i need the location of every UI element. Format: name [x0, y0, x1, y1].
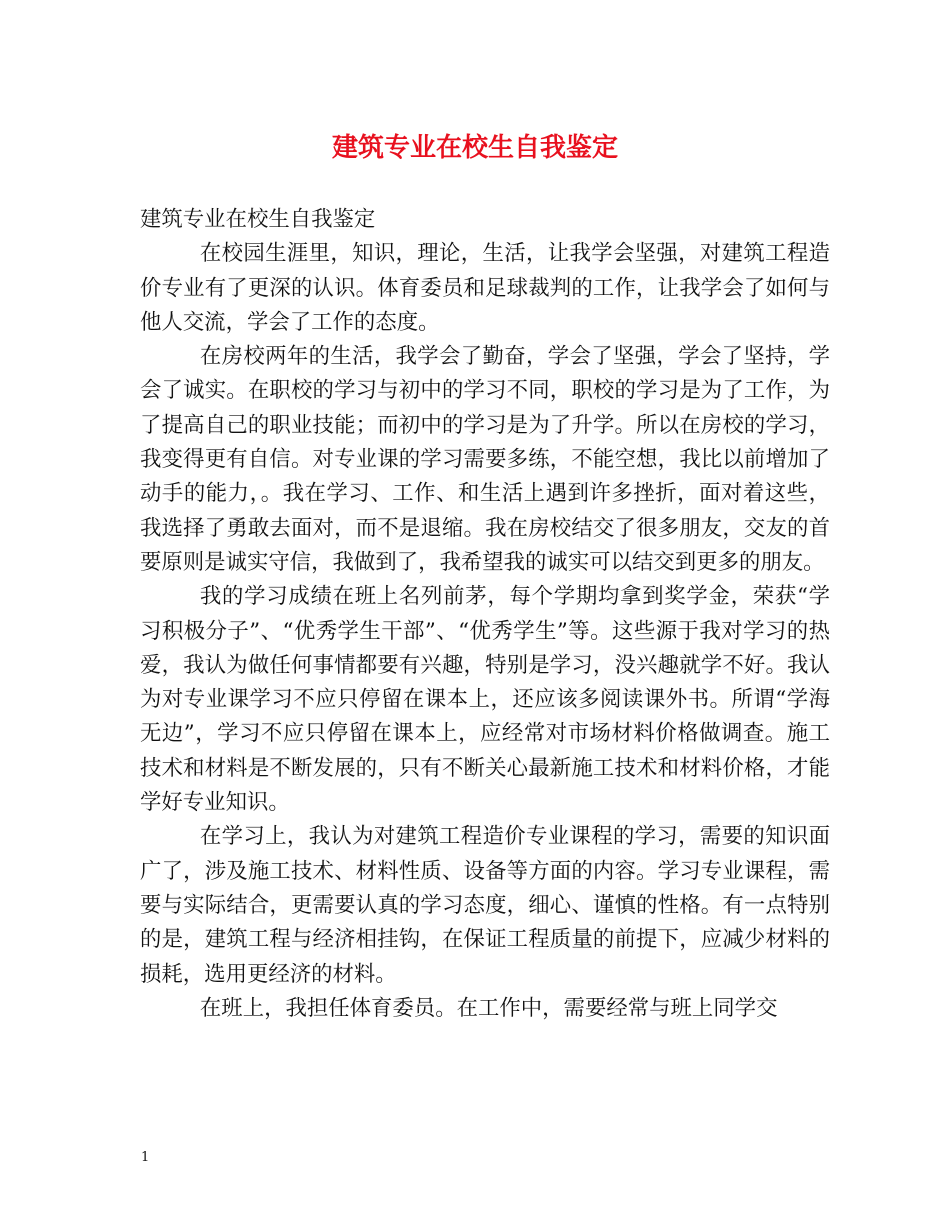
paragraph-4: 在学习上，我认为对建筑工程造价专业课程的学习，需要的知识面广了，涉及施工技术、材料性质、设备等方面的内容。学习专业课程，需要与实际结合，更需要认真的学习态度，细心、谨慎的性格。有一点特别的是，建筑工程与经济相挂钩，在保证工程质量的前提下，应减少材料的损耗，选用更经济的材料。: [140, 824, 830, 987]
paragraph-3: 我的学习成绩在班上名列前茅，每个学期均拿到奖学金，荣获“学习积极分子”、“优秀学生干部”、“优秀学生”等。这些源于我对学习的热爱，我认为做任何事情都要有兴趣，特别是学习，没兴趣就学不好。我认为对专业课学习不应只停留在课本上，还应该多阅读课外书。所谓“学海无边”，学习不应只停留在课本上，应经常对市场材料价格做调查。施工技术和材料是不断发展的，只有不断关心最新施工技术和材料价格，才能学好专业知识。: [140, 584, 830, 816]
document-title: 建筑专业在校生自我鉴定: [331, 133, 618, 163]
paragraph-1: 在校园生涯里，知识，理论，生活，让我学会坚强，对建筑工程造价专业有了更深的认识。体育委员和足球裁判的工作，让我学会了如何与他人交流，学会了工作的态度。: [140, 241, 830, 335]
paragraph-5: 在班上，我担任体育委员。在工作中，需要经常与班上同学交: [199, 995, 778, 1021]
document-body: [140, 203, 830, 1026]
paragraph-2: 在房校两年的生活，我学会了勤奋，学会了坚强，学会了坚持，学会了诚实。在职校的学习与初中的学习不同，职校的学习是为了工作，为了提高自己的职业技能；而初中的学习是为了升学。所以在房校的学习，我变得更有自信。对专业课的学习需要多练，不能空想，我比以前增加了动手的能力，。我在学习、工作、和生活上遇到许多挫折，面对着这些，我选择了勇敢去面对，而不是退缩。我在房校结交了很多朋友，交友的首要原则是诚实守信，我做到了，我希望我的诚实可以结交到更多的朋友。: [140, 344, 830, 575]
document-subtitle: 建筑专业在校生自我鉴定: [140, 207, 376, 232]
page-number: 1: [141, 1150, 150, 1165]
